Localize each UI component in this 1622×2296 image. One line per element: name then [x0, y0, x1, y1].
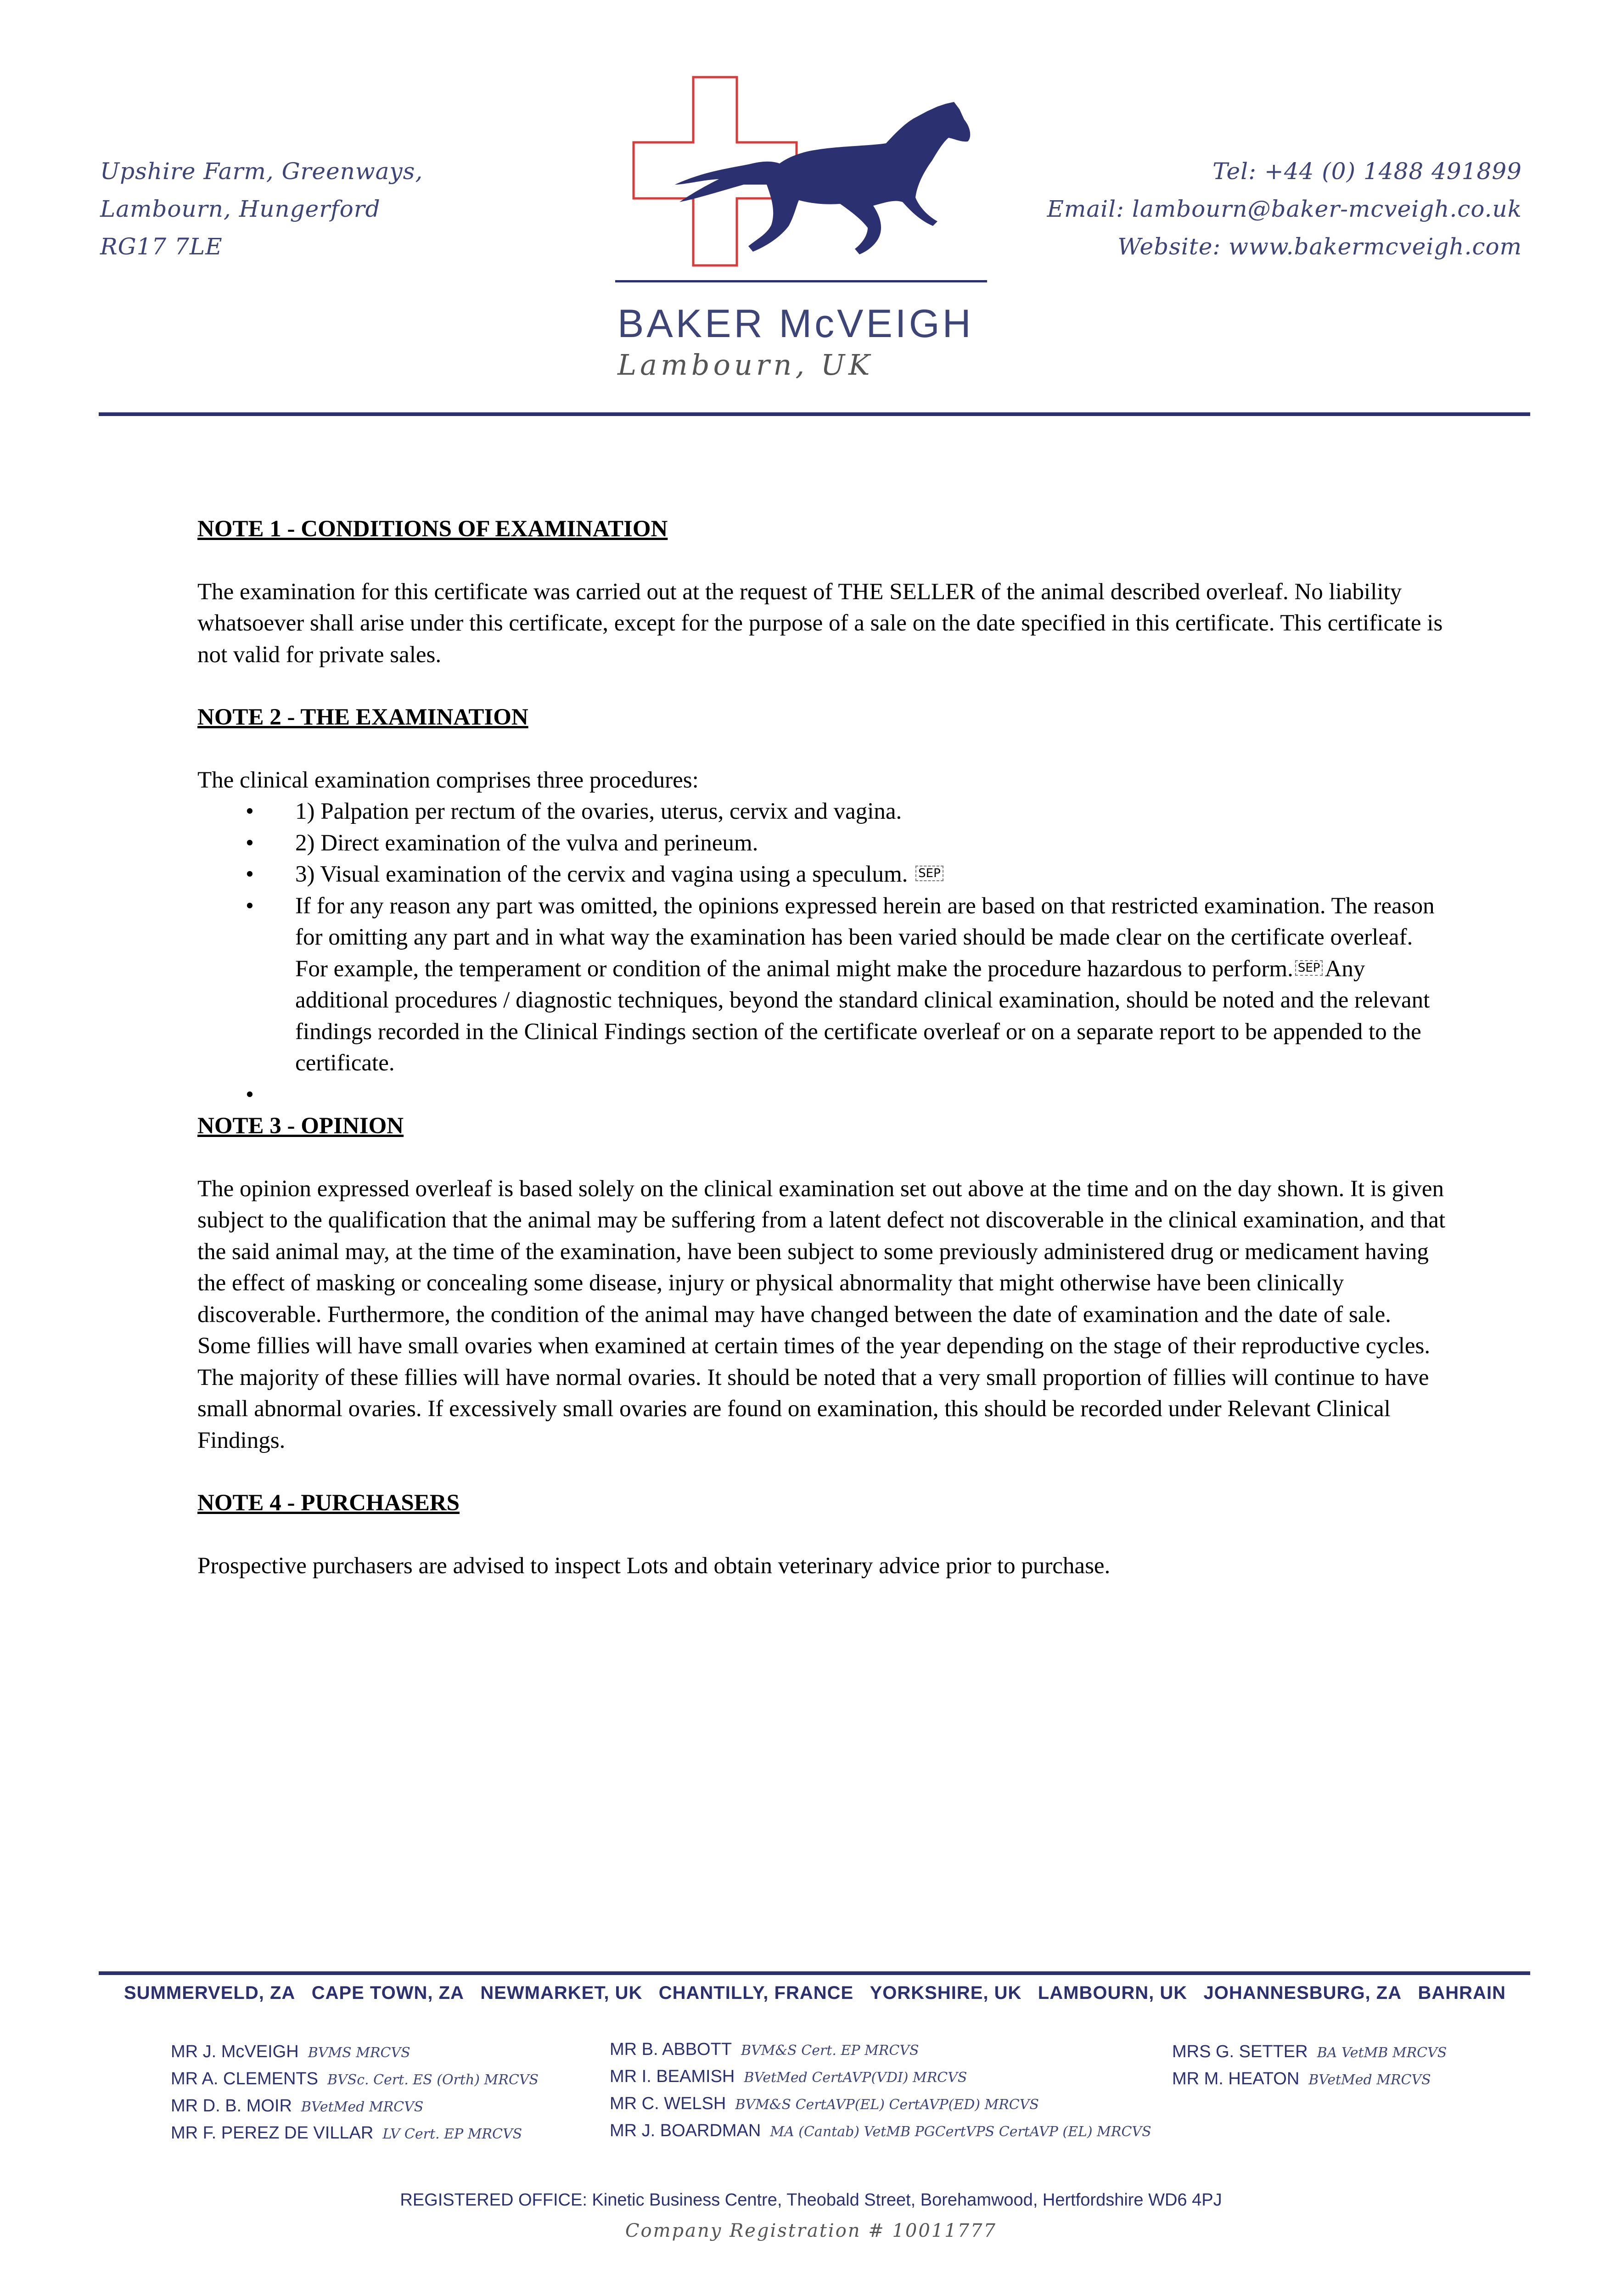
company-registration: Company Registration # 10011777	[625, 2220, 997, 2241]
note-3-body: The opinion expressed overleaf is based solely on the clinical examination set out above at the time and on the day shown. It is given subject to the qualification that the animal may be suffering from a latent defect not discoverable in the clinical examination, and that the said animal may, at the time of the examination, have been subject to some previously administered drug or medicament having the effect of masking or concealing some disease, injury or physical abnormality that might otherwise have been clinically discoverable. Furthermore, the condition of the animal may have changed between the date of examination and the date of sale. Some fillies will have small ovaries when examined at certain times of the year depending on the stage of their reproductive cycles. The majority of these fillies will have normal ovaries. It should be noted that a very small proportion of fillies will continue to have small abnormal ovaries. If excessively small ovaries are found on examination, this should be recorded under Relevant Clinical Findings.	[197, 1176, 1446, 1453]
staff-entry	[171, 2120, 539, 2147]
location-item: CAPE TOWN, ZA	[311, 1983, 464, 2003]
staff-entry	[171, 2066, 539, 2093]
document-body	[197, 513, 1446, 1581]
note-1-body: The examination for this certificate was carried out at the request of THE SELLER of the animal described overleaf. No liability whatsoever shall arise under this certificate, except for the purpose of a sale on the date specified in this certificate. This certificate is not valid for private sales.	[197, 579, 1443, 668]
staff-name: MR C. WELSH	[610, 2094, 726, 2113]
note-4-body: Prospective purchasers are advised to inspect Lots and obtain veterinary advice prior to purchase.	[197, 1553, 1111, 1579]
bullet-icon: •	[246, 799, 254, 824]
staff-column-3	[1172, 2039, 1447, 2093]
contact-website: Website: www.bakermcveigh.com	[1117, 233, 1522, 260]
contact-phone: Tel: +44 (0) 1488 491899	[1212, 158, 1522, 185]
staff-qualifications: BVetMed MRCVS	[1308, 2072, 1431, 2088]
procedure-list	[197, 796, 1446, 1110]
additional-procedures-text: Any additional procedures / diagnostic techniques, beyond the standard clinical examination, should be noted and the relevant findings recorded in the Clinical Findings section of the certificate overleaf or on a separate report to be appended to the certificate.	[295, 956, 1430, 1076]
header-divider	[99, 412, 1530, 416]
staff-name: MR A. CLEMENTS	[171, 2069, 318, 2088]
sep-glyph: SEP	[915, 866, 943, 881]
staff-column-1	[171, 2039, 539, 2147]
staff-qualifications: BVSc. Cert. ES (Orth) MRCVS	[327, 2072, 539, 2088]
note-2-heading: NOTE 2 - THE EXAMINATION	[197, 704, 528, 730]
sep-glyph: SEP	[1295, 960, 1323, 976]
footer-divider	[99, 1971, 1530, 1975]
staff-qualifications: LV Cert. EP MRCVS	[382, 2126, 522, 2142]
address-block	[100, 152, 423, 265]
bullet-icon: •	[246, 893, 254, 919]
staff-entry	[171, 2039, 539, 2066]
note-1-heading: NOTE 1 - CONDITIONS OF EXAMINATION	[197, 516, 668, 542]
list-item	[197, 890, 1446, 1079]
staff-name: MR M. HEATON	[1172, 2069, 1300, 2088]
procedure-2: 2) Direct examination of the vulva and perineum.	[295, 830, 758, 856]
list-item	[197, 1079, 1446, 1111]
registered-office: REGISTERED OFFICE: Kinetic Business Centre, Theobald Street, Borehamwood, Hertfordshire WD6 4PJ	[400, 2190, 1222, 2210]
bullet-icon: •	[246, 1081, 254, 1108]
staff-name: MR B. ABBOTT	[610, 2040, 732, 2059]
note-2-intro: The clinical examination comprises three procedures:	[197, 767, 699, 793]
baker-mcveigh-logo	[611, 64, 992, 321]
galloping-horse-icon	[675, 102, 970, 254]
location-item: YORKSHIRE, UK	[870, 1983, 1022, 2003]
note-4-heading: NOTE 4 - PURCHASERS	[197, 1490, 460, 1516]
procedure-3: 3) Visual examination of the cervix and vagina using a speculum.	[295, 861, 908, 887]
staff-entry	[610, 2118, 1151, 2145]
staff-name: MR I. BEAMISH	[610, 2067, 735, 2086]
location-item: NEWMARKET, UK	[480, 1983, 643, 2003]
brand-name: BAKER McVEIGH	[617, 302, 974, 346]
address-line: RG17 7LE	[100, 233, 223, 260]
address-line: Upshire Farm, Greenways,	[100, 158, 423, 185]
logo-divider	[615, 280, 987, 282]
bullet-icon: •	[246, 830, 254, 856]
staff-entry	[1172, 2039, 1447, 2066]
staff-name: MR D. B. MOIR	[171, 2096, 292, 2116]
staff-name: MRS G. SETTER	[1172, 2042, 1308, 2061]
list-item	[197, 796, 1446, 827]
contact-block	[1047, 152, 1522, 265]
staff-qualifications: MA (Cantab) VetMB PGCertVPS CertAVP (EL) MRCVS	[770, 2124, 1151, 2140]
staff-entry	[171, 2093, 539, 2120]
staff-entry	[610, 2091, 1151, 2118]
staff-qualifications: BVetMed MRCVS	[301, 2099, 424, 2115]
contact-email: Email: lambourn@baker-mcveigh.co.uk	[1047, 196, 1522, 222]
staff-entry	[1172, 2066, 1447, 2093]
list-item	[197, 827, 1446, 859]
staff-qualifications: BVetMed CertAVP(VDI) MRCVS	[744, 2070, 967, 2086]
location-item: BAHRAIN	[1418, 1983, 1506, 2003]
staff-qualifications: BVM&S CertAVP(EL) CertAVP(ED) MRCVS	[735, 2097, 1039, 2113]
office-locations	[124, 1979, 1506, 2007]
omission-text: If for any reason any part was omitted, the opinions expressed herein are based on that restricted examination. The reason for omitting any part and in what way the examination has been varied should be made clear on the certificate overleaf. For example, the temperament or condition of the animal might make the procedure hazardous to perform.	[295, 893, 1435, 982]
staff-name: MR J. McVEIGH	[171, 2042, 299, 2061]
bullet-icon: •	[246, 861, 254, 887]
brand-location: Lambourn, UK	[617, 348, 874, 382]
location-item: SUMMERVELD, ZA	[124, 1983, 296, 2003]
location-item: LAMBOURN, UK	[1038, 1983, 1188, 2003]
staff-qualifications: BA VetMB MRCVS	[1317, 2045, 1447, 2061]
address-line: Lambourn, Hungerford	[100, 196, 381, 222]
location-item: CHANTILLY, FRANCE	[658, 1983, 854, 2003]
staff-qualifications: BVMS MRCVS	[308, 2045, 410, 2061]
staff-qualifications: BVM&S Cert. EP MRCVS	[741, 2043, 919, 2059]
list-item	[197, 859, 1446, 890]
staff-name: MR J. BOARDMAN	[610, 2121, 761, 2140]
location-item: JOHANNESBURG, ZA	[1203, 1983, 1402, 2003]
staff-entry	[610, 2064, 1151, 2091]
staff-column-2	[610, 2037, 1151, 2145]
staff-name: MR F. PEREZ DE VILLAR	[171, 2123, 374, 2143]
staff-entry	[610, 2037, 1151, 2064]
note-3-heading: NOTE 3 - OPINION	[197, 1113, 404, 1139]
procedure-1: 1) Palpation per rectum of the ovaries, uterus, cervix and vagina.	[295, 799, 902, 824]
